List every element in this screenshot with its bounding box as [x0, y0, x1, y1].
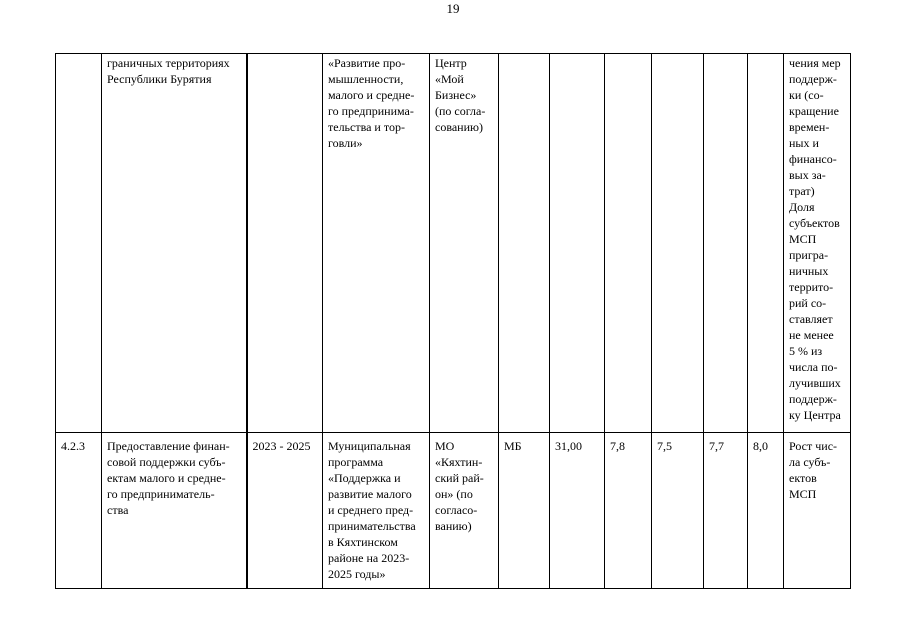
period-cell: 2023 - 2025	[247, 433, 323, 589]
executor-cell: МО «Кяхтин- ский рай- он» (по согласо- ванию)	[430, 433, 499, 589]
funding-source-cell	[499, 54, 550, 433]
event-cell: граничных территориях Республики Бурятия	[102, 54, 247, 433]
year-2024-cell: 7,5	[652, 433, 704, 589]
year-2025-cell: 7,7	[704, 433, 748, 589]
program-cell: «Развитие про- мышленности, малого и средне- го предпринима- тельства и тор- говли»	[323, 54, 430, 433]
year-2023-cell: 7,8	[605, 433, 652, 589]
table-row	[56, 433, 851, 589]
result-cell: чения мер поддерж- ки (со- кращение времен- ных и финансо- вых за- трат) Доля субъектов МСП пригра- ничных террито- рий со- ставляет не менее 5 % из числа по- лучивших поддерж- ку Центра	[784, 54, 851, 433]
extra-value-cell	[748, 54, 784, 433]
year-2023-cell	[605, 54, 652, 433]
total-amount-cell: 31,00	[550, 433, 605, 589]
page-number: 19	[446, 1, 460, 16]
item-number-cell	[56, 54, 102, 433]
result-cell: Рост чис- ла субъ- ектов МСП	[784, 433, 851, 589]
program-cell: Муниципальная программа «Поддержка и развитие малого и среднего пред- принимательства в Кяхтинском районе на 2023- 2025 годы»	[323, 433, 430, 589]
period-cell	[247, 54, 323, 433]
program-table	[55, 53, 851, 589]
year-2024-cell	[652, 54, 704, 433]
funding-source-cell: МБ	[499, 433, 550, 589]
item-number-cell: 4.2.3	[56, 433, 102, 589]
executor-cell: Центр «Мой Бизнес» (по согла- сованию)	[430, 54, 499, 433]
event-cell: Предоставление финан- совой поддержки субъ- ектам малого и средне- го предприниматель- ства	[102, 433, 247, 589]
extra-value-cell: 8,0	[748, 433, 784, 589]
year-2025-cell	[704, 54, 748, 433]
total-amount-cell	[550, 54, 605, 433]
table-row	[56, 54, 851, 433]
